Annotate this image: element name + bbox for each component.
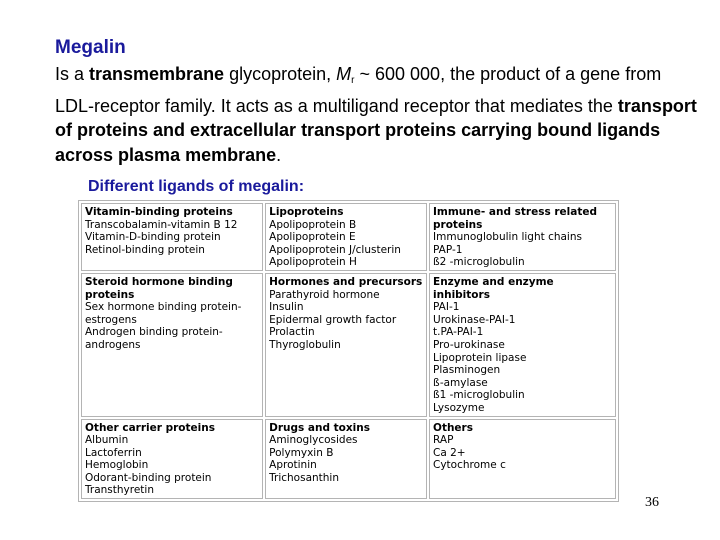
ligand-item: ß-amylase [433,376,488,389]
ligand-item: Apolipoprotein E [269,231,356,244]
intro-text-3: ~ 600 000, the product of a gene from LDL-receptor family. It acts as a multiligand receptor that mediates the [55,64,662,116]
category-heading: Enzyme and enzyme inhibitors [433,275,554,301]
ligand-item: Insulin [269,301,304,314]
ligand-item: Odorant-binding protein [85,471,212,484]
intro-bold-2: transport of proteins and extracellular transport proteins carrying bound ligands across plasma membrane [55,95,697,165]
ligand-item: Hemoglobin [85,459,149,472]
ligand-item: ß2 -microglobulin [433,256,525,269]
category-heading: Hormones and precursors [269,275,423,288]
ligand-category-cell [429,273,616,417]
intro-paragraph [55,62,705,167]
ligand-item: Apolipoprotein J/clusterin [269,243,401,256]
ligand-item: Lysozyme [433,401,485,414]
slide-title: Megalin [55,37,126,58]
ligand-item: Thyroglobulin [269,338,341,351]
ligands-table [78,200,619,502]
intro-text-4: . [276,144,282,165]
ligand-category-cell [265,273,427,417]
ligand-item: Apolipoprotein H [269,256,357,269]
ligand-category-cell [429,419,616,500]
ligand-category-cell [81,273,263,417]
ligand-item: Urokinase-PAI-1 [433,313,516,326]
page-number: 36 [645,495,659,510]
ligand-item: Lactoferrin [85,446,142,459]
intro-text-2: glycoprotein, [224,64,337,84]
ligand-item: Aprotinin [269,459,317,472]
mr-subscript: r [351,75,355,86]
ligand-item: Apolipoprotein B [269,218,357,231]
ligands-subtitle: Different ligands of megalin: [88,178,305,195]
ligand-item: Epidermal growth factor [269,313,397,326]
table-row [81,203,616,271]
ligand-item: Plasminogen [433,364,501,377]
ligand-item: Sex hormone binding protein-estrogens [85,301,242,326]
ligand-category-cell [265,203,427,271]
category-heading: Drugs and toxins [269,421,370,434]
ligand-item: Lipoprotein lipase [433,351,527,364]
ligand-item: Polymyxin B [269,446,334,459]
ligand-item: Parathyroid hormone [269,288,380,301]
ligand-item: Retinol-binding protein [85,243,205,256]
ligand-item: Albumin [85,434,129,447]
ligand-item: RAP [433,434,454,447]
ligand-category-cell [81,419,263,500]
ligand-item: Trichosanthin [269,471,340,484]
category-heading: Immune- and stress related proteins [433,206,597,231]
ligand-item: Transcobalamin-vitamin B 12 [85,218,238,231]
ligand-item: PAI-1 [433,301,460,314]
intro-text-1: Is a [55,64,90,84]
ligand-item: Androgen binding protein-androgens [85,326,223,351]
ligand-item: Ca 2+ [433,446,466,459]
ligand-item: Aminoglycosides [269,434,358,447]
intro-bold-1: transmembrane [89,64,225,84]
ligand-item: ß1 -microglobulin [433,389,525,402]
mr-symbol: M [336,64,352,84]
ligand-item: Pro-urokinase [433,338,505,351]
ligand-item: PAP-1 [433,243,463,256]
ligand-category-cell [265,419,427,500]
ligand-item: Cytochrome c [433,459,506,472]
category-heading: Others [433,421,473,434]
table-row [81,419,616,500]
category-heading: Vitamin-binding proteins [85,206,233,218]
ligand-category-cell [81,203,263,271]
ligand-category-cell [429,203,616,271]
ligand-item: t.PA-PAI-1 [433,326,484,339]
category-heading: Lipoproteins [269,206,344,218]
ligand-item: Immunoglobulin light chains [433,231,582,244]
table-row [81,273,616,417]
ligands-table-body [81,203,616,499]
ligand-item: Prolactin [269,326,315,339]
ligand-item: Transthyretin [85,484,154,497]
category-heading: Steroid hormone binding proteins [85,275,233,301]
category-heading: Other carrier proteins [85,421,215,434]
ligand-item: Vitamin-D-binding protein [85,231,221,244]
